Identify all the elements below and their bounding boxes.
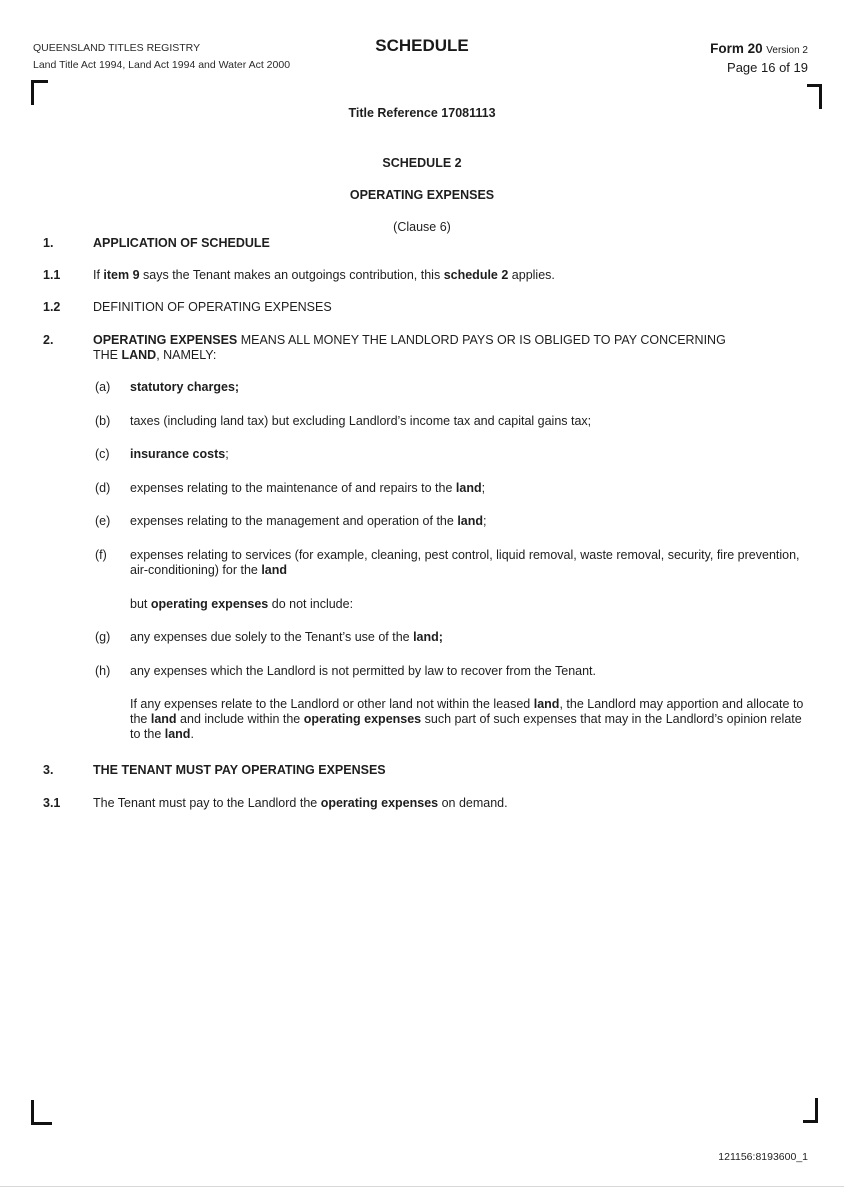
section-heading: APPLICATION OF SCHEDULE: [93, 236, 270, 250]
section-number: 3.: [43, 763, 54, 777]
corner-mark-top-left: [31, 80, 48, 105]
list-item: taxes (including land tax) but excluding Landlord’s income tax and capital gains tax;: [130, 414, 592, 428]
page-title: SCHEDULE: [375, 36, 469, 55]
list-item: expenses relating to the management and operation of the land;: [130, 514, 487, 528]
item-label: (f): [95, 548, 107, 562]
section-heading: THE TENANT MUST PAY OPERATING EXPENSES: [93, 763, 386, 777]
page-number: Page 16 of 19: [727, 60, 808, 75]
header-right: [710, 40, 808, 76]
title-reference: Title Reference 17081113: [348, 106, 496, 120]
section-number: 1.1: [43, 268, 61, 282]
document-reference: 121156:8193600_1: [718, 1151, 808, 1163]
list-item: expenses relating to services (for example, cleaning, pest control, liquid removal, waste removal, security, fire prevention, air-conditioning) for the land: [130, 548, 800, 577]
form-number: Form 20: [710, 41, 763, 56]
section-number: 1.2: [43, 300, 61, 314]
schedule-heading: SCHEDULE 2: [382, 156, 462, 170]
list-item: any expenses due solely to the Tenant’s use of the land;: [130, 630, 443, 644]
paragraph: The Tenant must pay to the Landlord the operating expenses on demand.: [93, 796, 508, 810]
item-label: (c): [95, 447, 110, 461]
corner-mark-bottom-right: [803, 1098, 818, 1123]
item-label: (h): [95, 664, 111, 678]
paragraph: OPERATING EXPENSES MEANS ALL MONEY THE LANDLORD PAYS OR IS OBLIGED TO PAY CONCERNING THE LAND, NAMELY:: [93, 333, 726, 362]
section-number: 3.1: [43, 796, 61, 810]
item-label: (d): [95, 481, 111, 495]
list-item: insurance costs;: [130, 447, 229, 461]
section-number: 1.: [43, 236, 54, 250]
acts-line: Land Title Act 1994, Land Act 1994 and Water Act 2000: [33, 59, 291, 71]
item-label: (a): [95, 380, 111, 394]
clause-reference: (Clause 6): [393, 220, 451, 234]
paragraph: but operating expenses do not include:: [130, 597, 354, 611]
list-item: expenses relating to the maintenance of and repairs to the land;: [130, 481, 486, 495]
item-label: (b): [95, 414, 111, 428]
corner-mark-bottom-left: [31, 1100, 52, 1125]
list-item: statutory charges;: [130, 380, 240, 394]
item-label: (e): [95, 514, 111, 528]
paragraph: If any expenses relate to the Landlord or other land not within the leased land, the Landlord may apportion and allocate to the land and include within the operating expenses such part of such expenses that may in the Landlord’s opinion relate to the land.: [130, 697, 804, 741]
paragraph: DEFINITION OF OPERATING EXPENSES: [93, 300, 332, 314]
divider: [0, 1186, 844, 1187]
paragraph: If item 9 says the Tenant makes an outgoings contribution, this schedule 2 applies.: [93, 268, 555, 282]
item-label: (g): [95, 630, 111, 644]
list-item: any expenses which the Landlord is not permitted by law to recover from the Tenant.: [130, 664, 596, 678]
schedule-subheading: OPERATING EXPENSES: [349, 188, 495, 202]
section-number: 2.: [43, 333, 54, 347]
registry-name: QUEENSLAND TITLES REGISTRY: [33, 42, 201, 54]
form-version: Version 2: [766, 45, 808, 56]
